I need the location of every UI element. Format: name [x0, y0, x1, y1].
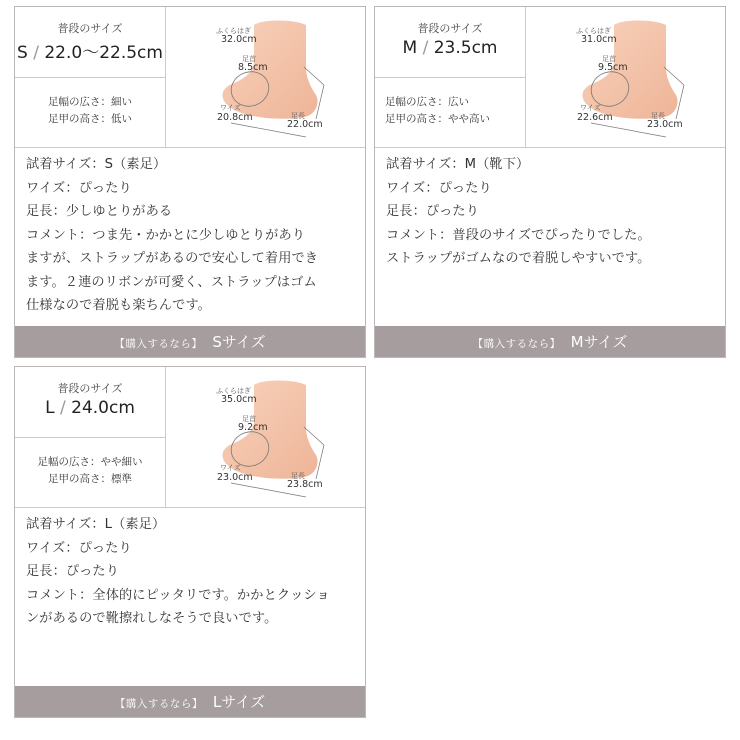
length-label: 足長: [651, 112, 665, 120]
buy-prefix: 【購入するなら】: [114, 698, 203, 710]
size-letter: S: [17, 43, 28, 63]
foot-measurement-diagram: [166, 367, 365, 507]
ankle-label: 足首: [602, 55, 616, 63]
review-line: 足長：ぴったり: [26, 564, 120, 579]
usual-size-value: [375, 38, 525, 58]
foot-measurement-diagram: [526, 7, 725, 147]
foot-width-text: 足幅の広さ：広い: [385, 96, 469, 108]
review-line: ワイズ：ぴったり: [26, 180, 132, 196]
ankle-value: 8.5cm: [238, 62, 268, 73]
ankle-value: 9.2cm: [238, 422, 268, 433]
buy-size-bar: [15, 686, 365, 717]
ankle-label: 足首: [242, 55, 256, 63]
review-line: 足長：少しゆとりがある: [26, 204, 173, 219]
review-line: 試着サイズ：S（素足）: [26, 157, 167, 172]
foot-illustration: [166, 367, 365, 507]
usual-size-caption: 普段のサイズ: [57, 382, 123, 395]
buy-size-bar: [375, 326, 725, 357]
wise-value: 20.8cm: [217, 112, 253, 123]
review-line: 試着サイズ：L（素足）: [26, 517, 166, 532]
wise-label: ワイズ: [220, 464, 241, 472]
buy-size: Mサイズ: [570, 333, 628, 351]
size-separator: /: [59, 398, 66, 418]
foot-shape-text: [15, 454, 165, 488]
spec-panel: [15, 367, 365, 508]
spec-left: [15, 7, 166, 147]
usual-size: [375, 7, 525, 78]
length-value: 23.0cm: [647, 119, 683, 130]
foot-width-text: 足幅の広さ：やや細い: [37, 456, 143, 468]
foot-measurement-diagram: [166, 7, 365, 147]
review-line: 試着サイズ：M（靴下）: [386, 157, 530, 172]
ankle-value: 9.5cm: [598, 62, 628, 73]
calf-value: 31.0cm: [581, 34, 617, 45]
review-line: コメント：つま先・かかとに少しゆとりがあり: [26, 227, 306, 243]
size-letter: M: [402, 38, 418, 58]
calf-label: ふくらはぎ: [576, 27, 611, 35]
review-line: ワイズ：ぴったり: [26, 540, 132, 556]
calf-value: 32.0cm: [221, 34, 257, 45]
buy-size: Lサイズ: [212, 693, 266, 711]
size-card-s: [14, 6, 366, 358]
size-separator: /: [33, 43, 39, 63]
usual-size-value: [15, 398, 165, 418]
foot-illustration: [526, 7, 725, 147]
usual-size: [15, 367, 165, 438]
wise-value: 22.6cm: [577, 112, 613, 123]
spec-left: [375, 7, 526, 147]
ankle-label: 足首: [242, 415, 256, 423]
spec-panel: [375, 7, 725, 148]
calf-label: ふくらはぎ: [216, 27, 251, 35]
review-line: 足長：ぴったり: [386, 204, 480, 219]
length-value: 23.8cm: [287, 479, 323, 490]
review-line: ストラップがゴムなので着脱しやすいです。: [386, 251, 651, 266]
instep-height-text: 足甲の高さ：標準: [48, 473, 132, 485]
review-text: [386, 153, 723, 271]
review-line: ます。２連のリボンが可愛く、ストラップはゴム: [26, 274, 317, 290]
foot-shape: [375, 78, 525, 147]
calf-value: 35.0cm: [221, 394, 257, 405]
review-line: 仕様なので着脱も楽ちんです。: [26, 298, 211, 313]
foot-shape: [15, 438, 165, 507]
length-value: 22.0cm: [287, 119, 323, 130]
size-range: 22.0〜22.5cm: [44, 43, 163, 63]
usual-size-value: [15, 38, 165, 63]
buy-prefix: 【購入するなら】: [472, 338, 561, 350]
size-range: 24.0cm: [71, 398, 135, 418]
buy-size-bar: [15, 326, 365, 357]
spec-panel: [15, 7, 365, 148]
instep-height-text: 足甲の高さ：低い: [48, 113, 132, 125]
review-line: ワイズ：ぴったり: [386, 180, 492, 196]
instep-height-text: 足甲の高さ：やや高い: [385, 113, 490, 125]
foot-illustration: [166, 7, 365, 147]
foot-shape-text: [15, 94, 165, 128]
wise-label: ワイズ: [580, 104, 601, 112]
length-label: 足長: [291, 112, 305, 120]
wise-value: 23.0cm: [217, 472, 253, 483]
foot-shape-text: [385, 94, 525, 128]
length-label: 足長: [291, 472, 305, 480]
usual-size-caption: 普段のサイズ: [57, 22, 123, 35]
review-line: ますが、ストラップがあるので安心して着用でき: [26, 251, 319, 266]
wise-label: ワイズ: [220, 104, 241, 112]
usual-size-caption: 普段のサイズ: [417, 22, 483, 35]
review-text: [26, 513, 363, 631]
size-range: 23.5cm: [433, 38, 498, 58]
buy-prefix: 【購入するなら】: [114, 338, 203, 350]
calf-label: ふくらはぎ: [216, 387, 251, 395]
spec-left: [15, 367, 166, 507]
buy-size: Sサイズ: [212, 333, 266, 351]
review-line: コメント：普段のサイズでぴったりでした。: [386, 227, 651, 243]
review-line: コメント：全体的にピッタリです。かかとクッショ: [26, 587, 330, 603]
size-separator: /: [422, 38, 429, 58]
foot-shape: [15, 78, 165, 147]
size-card-m: [374, 6, 726, 358]
review-line: ンがあるので靴擦れしなそうで良いです。: [26, 611, 278, 626]
size-letter: L: [45, 398, 55, 418]
review-text: [26, 153, 363, 318]
usual-size: [15, 7, 165, 78]
foot-width-text: 足幅の広さ：細い: [48, 96, 132, 108]
size-card-l: [14, 366, 366, 718]
